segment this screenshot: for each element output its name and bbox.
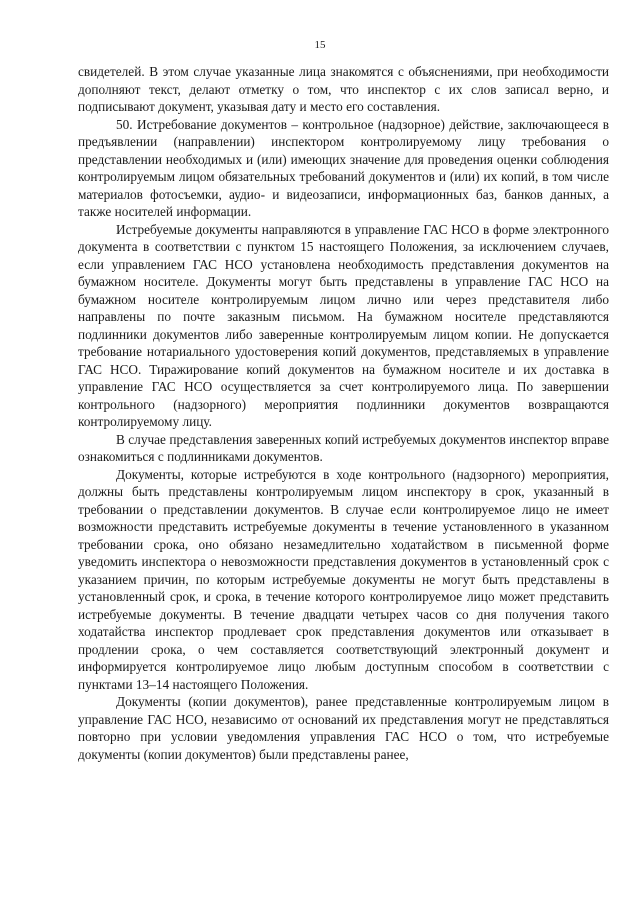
page-number: 15 [314,39,326,51]
paragraph-continuation: свидетелей. В этом случае указанные лица знакомятся с объяснениями, при необходимости дополняют текст, делают отметку о том, что инспектор с их слов записал верно, и подписывают документ, указывая дату и место его составления. [78,64,609,114]
document-body [78,63,609,763]
paragraph-certified-copies: В случае представления заверенных копий истребуемых документов инспектор вправе ознакомиться с подлинниками документов. [78,431,609,464]
paragraph-documents-submission: Истребуемые документы направляются в управление ГАС НСО в форме электронного документа в соответствии с пунктом 15 настоящего Положения, за исключением случаев, если управлением ГАС НСО установлена необходимость представления документов на бумажном носителе. Документы могут быть представлены в управление ГАС НСО на бумажном носителе контролируемым лицом лично или через представителя либо направлены по почте заказным письмом. На бумажном носителе представляются подлинники документов либо заверенные контролируемым лицом копии. Не допускается требование нотариального удостоверения копий документов, представляемых в управление ГАС НСО. Тиражирование копий документов на бумажном носителе и их доставка в управление ГАС НСО осуществляется за счет контролируемого лица. По завершении контрольного (надзорного) мероприятия подлинники документов возвращаются контролируемому лицу. [78,221,609,429]
paragraph-previously-submitted: Документы (копии документов), ранее представленные контролируемым лицом в управление ГАС НСО, независимо от оснований их представления могут не представляться повторно при условии уведомления управления ГАС НСО о том, что истребуемые документы (копии документов) были представлены ранее, [78,694,609,762]
paragraph-deadline: Документы, которые истребуются в ходе контрольного (надзорного) мероприятия, должны быть представлены контролируемым лицом инспектору в срок, указанный в требовании о представлении документов. В случае если контролируемое лицо не имеет возможности представить истребуемые документы в течение установленного в указанном требовании срока, оно обязано незамедлительно ходатайством в письменной форме уведомить инспектора о невозможности представления документов в установленный срок с указанием причин, по которым истребуемые документы не могут быть представлены в установленный срок, и срока, в течение которого контролируемое лицо может представить истребуемые документы. В течение двадцати четырех часов со дня получения такого ходатайства инспектор продлевает срок представления документов или отказывает в продлении срока, о чем составляется соответствующий электронный документ и информируется контролируемое лицо любым доступным способом в соответствии с пунктами 13–14 настоящего Положения. [78,466,609,692]
paragraph-clause-50: 50. Истребование документов – контрольное (надзорное) действие, заключающееся в предъявлении (направлении) инспектором контролируемому лицу требования о представлении необходимых и (или) имеющих значение для проведения оценки соблюдения контролируемым лицом обязательных требований документов и (или) их копий, в том числе материалов фотосъемки, аудио- и видеозаписи, информационных баз, банков данных, а также носителей информации. [78,116,609,219]
